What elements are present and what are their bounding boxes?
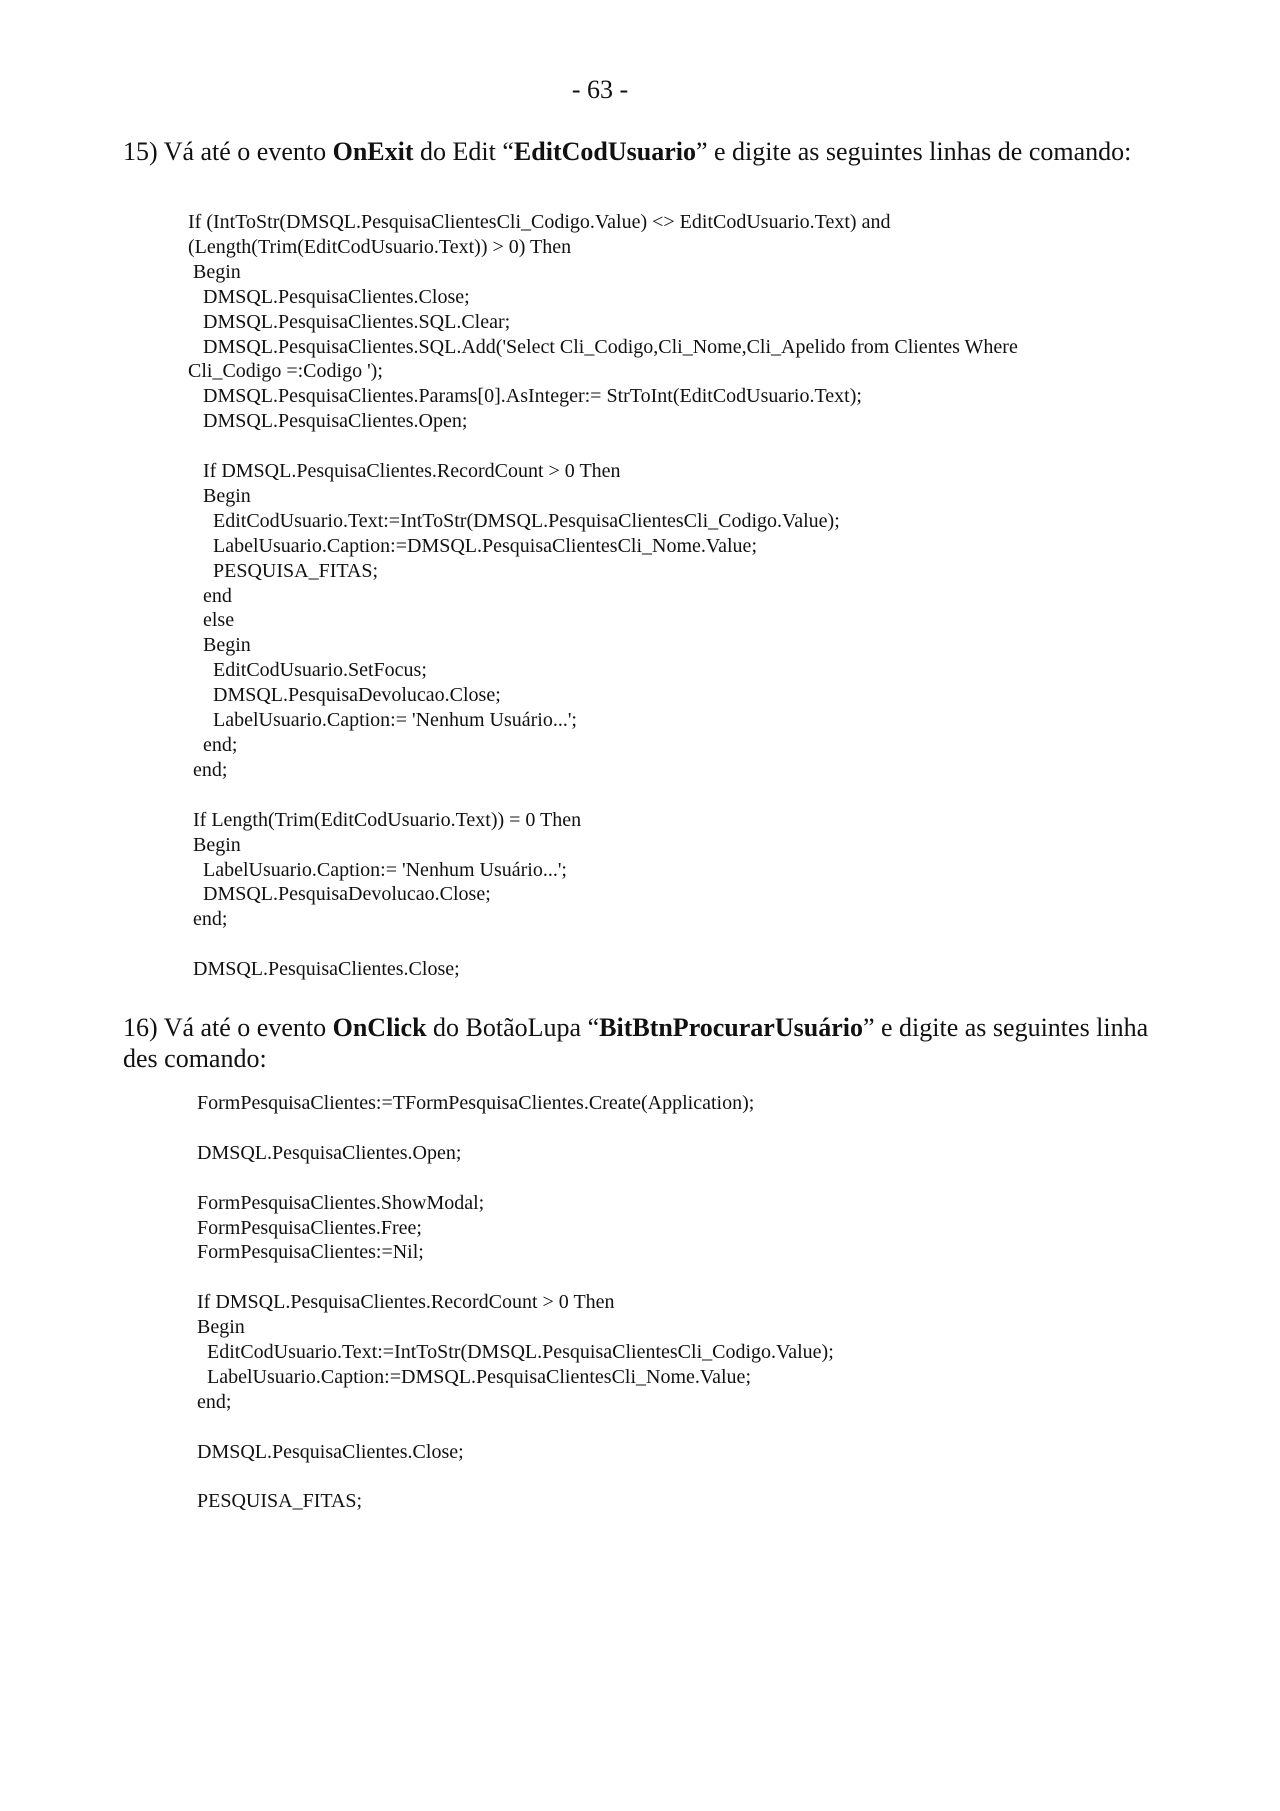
code-line [197,1265,834,1290]
code-line: PESQUISA_FITAS; [188,559,379,582]
code-line: (Length(Trim(EditCodUsuario.Text)) > 0) Then [188,235,572,258]
code-line: Cli_Codigo =:Codigo '); [188,360,383,383]
step-15-tail: ” e digite as seguintes linhas de comando: [695,137,1132,166]
code-line [197,1415,834,1440]
code-line: Begin [188,634,251,657]
code-line: DMSQL.PesquisaDevolucao.Close; [188,883,491,906]
code-line [188,932,1018,957]
code-line: DMSQL.PesquisaClientes.Params[0].AsInteger:= StrToInt(EditCodUsuario.Text); [188,385,862,408]
code-line: DMSQL.PesquisaClientes.Open; [197,1141,462,1164]
code-line: If DMSQL.PesquisaClientes.RecordCount > 0 Then [197,1291,615,1314]
code-line: FormPesquisaClientes:=TFormPesquisaClientes.Create(Application); [197,1092,755,1114]
code-line: FormPesquisaClientes.ShowModal; [197,1191,485,1214]
step-15-code-block [188,210,1018,982]
step-15-middle: do Edit “ [413,137,514,166]
code-line: end [188,584,232,607]
step-16-code-block [197,1091,834,1514]
code-line: Begin [188,484,251,507]
code-line [197,1166,834,1191]
code-line [197,1116,834,1141]
code-line: DMSQL.PesquisaClientes.Close; [188,958,460,981]
code-line: If DMSQL.PesquisaClientes.RecordCount > 0 Then [188,460,621,483]
step-16-tail: ” e digite as seguintes linha des comando: [123,1013,1149,1073]
code-line: DMSQL.PesquisaClientes.SQL.Add('Select Cli_Codigo,Cli_Nome,Cli_Apelido from Clientes Where [188,335,1018,358]
step-15-event: OnExit [332,137,414,166]
code-line: Begin [188,260,241,283]
code-line: EditCodUsuario.Text:=IntToStr(DMSQL.PesquisaClientesCli_Codigo.Value); [197,1341,834,1364]
step-15-component: EditCodUsuario [513,137,696,166]
code-line: end; [188,734,238,757]
code-line: FormPesquisaClientes:=Nil; [197,1241,424,1264]
code-line: Begin [188,833,241,856]
code-line: LabelUsuario.Caption:= 'Nenhum Usuário...'; [188,858,567,881]
code-line [197,1465,834,1490]
code-line: PESQUISA_FITAS; [197,1490,363,1513]
step-16-event: OnClick [332,1013,427,1042]
code-line: DMSQL.PesquisaDevolucao.Close; [188,684,501,707]
code-line: If (IntToStr(DMSQL.PesquisaClientesCli_Codigo.Value) <> EditCodUsuario.Text) and [188,211,891,233]
code-line: DMSQL.PesquisaClientes.Close; [188,285,470,308]
code-line: FormPesquisaClientes.Free; [197,1216,422,1239]
step-16-middle: do BotãoLupa “ [426,1013,600,1042]
step-15-lead: 15) Vá até o evento [123,137,333,166]
code-line: end; [188,758,228,781]
code-line: DMSQL.PesquisaClientes.Close; [197,1440,464,1463]
code-line: DMSQL.PesquisaClientes.SQL.Clear; [188,310,511,333]
code-line: Begin [197,1316,245,1339]
code-line: EditCodUsuario.Text:=IntToStr(DMSQL.PesquisaClientesCli_Codigo.Value); [188,509,840,532]
page-number: - 63 - [571,75,629,104]
step-16-lead: 16) Vá até o evento [123,1013,333,1042]
step-16-component: BitBtnProcurarUsuário [599,1013,863,1042]
code-line: LabelUsuario.Caption:= 'Nenhum Usuário...'; [188,709,577,732]
code-line: LabelUsuario.Caption:=DMSQL.PesquisaClientesCli_Nome.Value; [197,1365,751,1388]
code-line: end; [197,1390,232,1413]
code-line: end; [188,908,228,931]
code-line: else [188,609,235,632]
step-16-instruction [123,1012,1163,1074]
code-line: LabelUsuario.Caption:=DMSQL.PesquisaClientesCli_Nome.Value; [188,534,757,557]
code-line [188,783,1018,808]
step-15-instruction [123,136,1163,167]
code-line: EditCodUsuario.SetFocus; [188,659,427,682]
code-line: If Length(Trim(EditCodUsuario.Text)) = 0 Then [188,808,582,831]
code-line: DMSQL.PesquisaClientes.Open; [188,410,468,433]
code-line [188,434,1018,459]
